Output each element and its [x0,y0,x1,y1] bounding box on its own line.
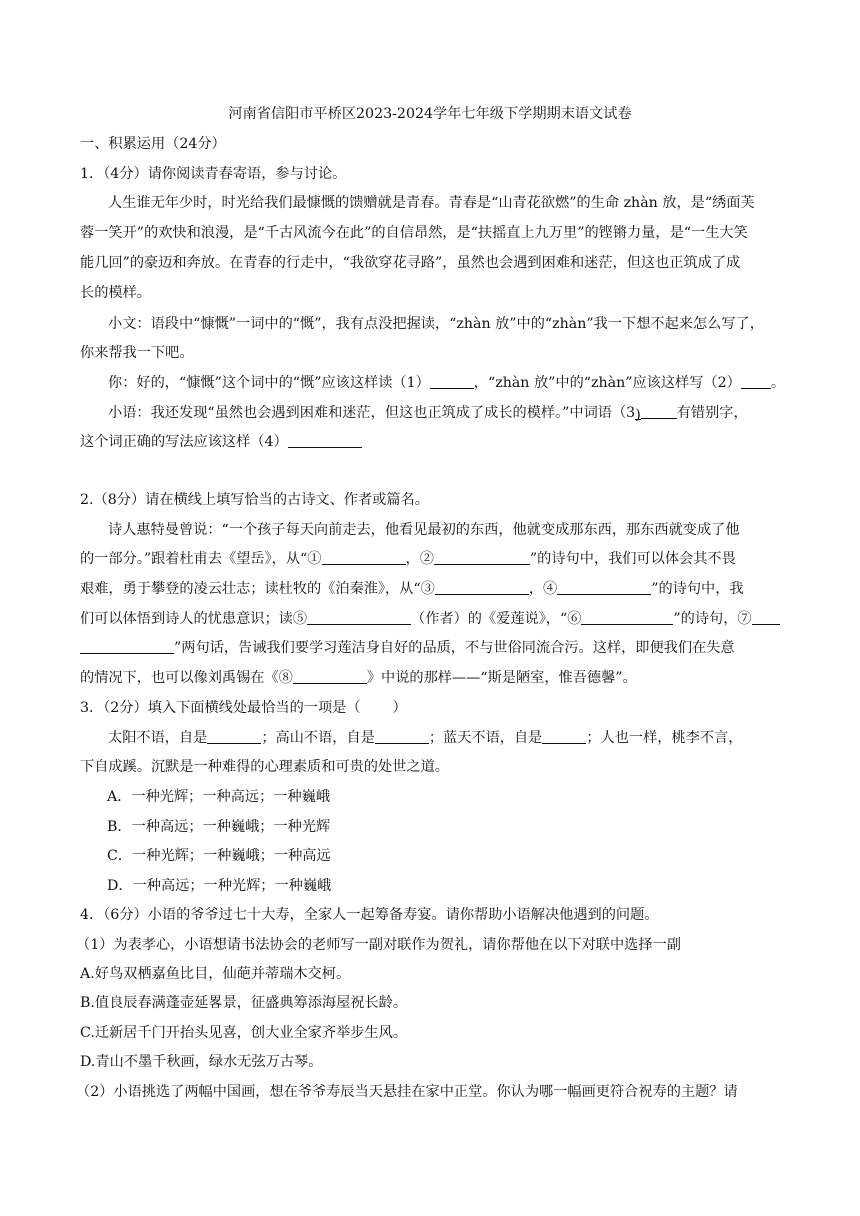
blank-4[interactable] [288,433,362,448]
q1-xiaoyu-line [80,432,362,452]
q1-answer-text: 。 [770,375,786,391]
q2-text: 的情况下，也可以像刘禹锡在《⑧ [80,670,293,686]
q3-text: 太阳不语，自是 [108,730,208,746]
q2-text: 》中说的那样——“斯是陋室，惟吾德馨”。 [366,670,637,686]
q4-couplet-a[interactable]: A.好鸟双栖嘉鱼比目，仙葩并蒂瑞木交柯。 [80,966,351,982]
q1-passage-line: 蓉一笑开”的欢快和浪漫，是“千古风流今在此”的自信昂然，是“扶摇直上九万里”的铿锵力量，是“一生大笑 [80,225,748,241]
blank-q2-7b[interactable] [80,639,174,654]
q2-text: 们可以体悟到诗人的忧患意识；读⑤ [80,611,308,627]
section-heading: 一、积累运用（24分） [80,136,226,152]
q2-text: ”两句话，告诫我们要学习莲洁身自好的品质，不与世俗同流合污。这样，即便我们在失意 [174,640,735,656]
q1-xiaowen-line: 小文：语段中“慷慨”一词中的“慨”，我有点没把握读，“zhàn 放”中的“zhàn”我一下想不起来怎么写了， [108,316,764,332]
q3-option-b[interactable]: B．一种高远；一种巍峨；一种光辉 [107,819,331,835]
blank-q2-5[interactable] [307,610,411,625]
blank-q2-7a[interactable] [752,610,780,625]
q4-sub1: （1）为表孝心，小语想请书法协会的老师写一副对联作为贺礼，请你帮他在以下对联中选择一副 [76,937,681,953]
q1-xiaowen-line: 你来帮我一下吧。 [80,345,194,361]
blank-q2-1[interactable] [322,550,406,565]
blank-q2-3[interactable] [435,580,529,595]
q4-sub2: （2）小语挑选了两幅中国画，想在爷爷寿辰当天悬挂在家中正堂。你认为哪一幅画更符合祝寿的主题？请 [76,1084,738,1100]
q2-stem: 2.（8分）请在横线上填写恰当的古诗文、作者或篇名。 [80,492,429,508]
q3-passage-line: 下自成蹊。沉默是一种难得的心理素质和可贵的处世之道。 [80,759,449,775]
blank-3[interactable] [641,404,677,419]
q3-passage-line [108,728,742,748]
blank-q2-8[interactable] [293,669,367,684]
q3-stem [80,698,407,718]
q3-option-a[interactable]: A．一种光辉；一种高远；一种巍峨 [107,789,331,805]
q3-text: ；高山不语，自是 [261,730,375,746]
blank-q2-2[interactable] [434,550,530,565]
blank-q3-2[interactable] [375,729,429,744]
q2-text: 的一部分。”跟着杜甫去《望岳》，从“① [80,551,322,567]
q2-text: ”的诗句中，我们可以体会其不畏 [529,551,736,567]
blank-q2-6[interactable] [581,610,673,625]
q1-xiaoyu-text: 有错别字， [676,405,748,421]
q3-stem-text: 3．（2分）填入下面横线处最恰当的一项是（ [80,700,361,716]
blank-q3-1[interactable] [207,729,261,744]
q1-passage-line: 长的模样。 [80,285,151,301]
q1-xiaoyu-line [108,403,748,423]
q2-line [80,668,637,688]
blank-q2-4[interactable] [557,580,651,595]
q3-option-c[interactable]: C．一种光辉；一种巍峨；一种高远 [107,848,331,864]
q1-answer-line [108,373,785,393]
q1-xiaoyu-text: 这个词正确的写法应该这样（4） [80,434,288,450]
q2-text: ”的诗句，⑦ [673,611,752,627]
page-title: 河南省信阳市平桥区2023-2024学年七年级下学期期末语文试卷 [228,106,632,122]
q2-line [80,549,736,569]
q2-line: 诗人惠特曼曾说：“一个孩子每天向前走去，他看见最初的东西，他就变成那东西，那东西就变成了他 [108,522,740,538]
q3-stem-text: ） [392,700,407,716]
q2-text: 艰难，勇于攀登的凌云壮志；读杜牧的《泊秦淮》，从“③ [80,581,435,597]
blank-2[interactable] [741,374,771,389]
q1-answer-text: ，“zhàn 放”中的“zhàn”应该这样写（2） [473,375,741,391]
q2-line [80,609,780,629]
q4-stem: 4．（6分）小语的爷爷过七十大寿，全家人一起筹备寿宴。请你帮助小语解决他遇到的问题。 [80,907,659,923]
q2-text: （作者）的《爱莲说》，“⑥ [411,611,582,627]
q2-line [80,579,744,599]
q4-couplet-b[interactable]: B.值良辰春满蓬壶延畧景，征盛典筹添海屋祝长龄。 [80,995,408,1011]
q2-text: ”的诗句中，我 [651,581,744,597]
q3-text: ；蓝天不语，自是 [428,730,543,746]
q1-passage-line: 人生谁无年少时，时光给我们最慷慨的馈赠就是青春。青春是“山青花欲燃”的生命 zhàn 放，是“绣面芙 [108,195,755,211]
q4-couplet-c[interactable]: C.迁新居千门开抬头见喜，创大业全家齐举步生风。 [80,1025,407,1041]
q1-passage-line: 能几回”的豪迈和奔放。在青春的行走中，“我欲穿花寻路”，虽然也会遇到困难和迷茫，但这也正筑成了成 [80,255,741,271]
q1-stem: 1．（4分）请你阅读青春寄语，参与讨论。 [80,166,347,182]
q1-answer-text: 你：好的，“慷慨”这个词中的“慨”应该这样读（1） [108,375,430,391]
q2-text: ，② [405,551,434,567]
q3-text: ；人也一样，桃李不言， [586,730,743,746]
blank-q3-3[interactable] [542,729,586,744]
q1-xiaoyu-text: 小语：我还发现“虽然也会遇到困难和迷茫，但这也正筑成了成长的模样。”中词语（3 [108,405,636,421]
q2-line [80,638,735,658]
q4-couplet-d[interactable]: D.青山不墨千秋画，绿水无弦万古琴。 [80,1054,323,1070]
blank-3-paren: ) [635,407,641,423]
blank-1[interactable] [430,374,474,389]
q3-option-d[interactable]: D．一种高远；一种光辉；一种巍峨 [107,878,332,894]
q2-text: ，④ [528,581,558,597]
